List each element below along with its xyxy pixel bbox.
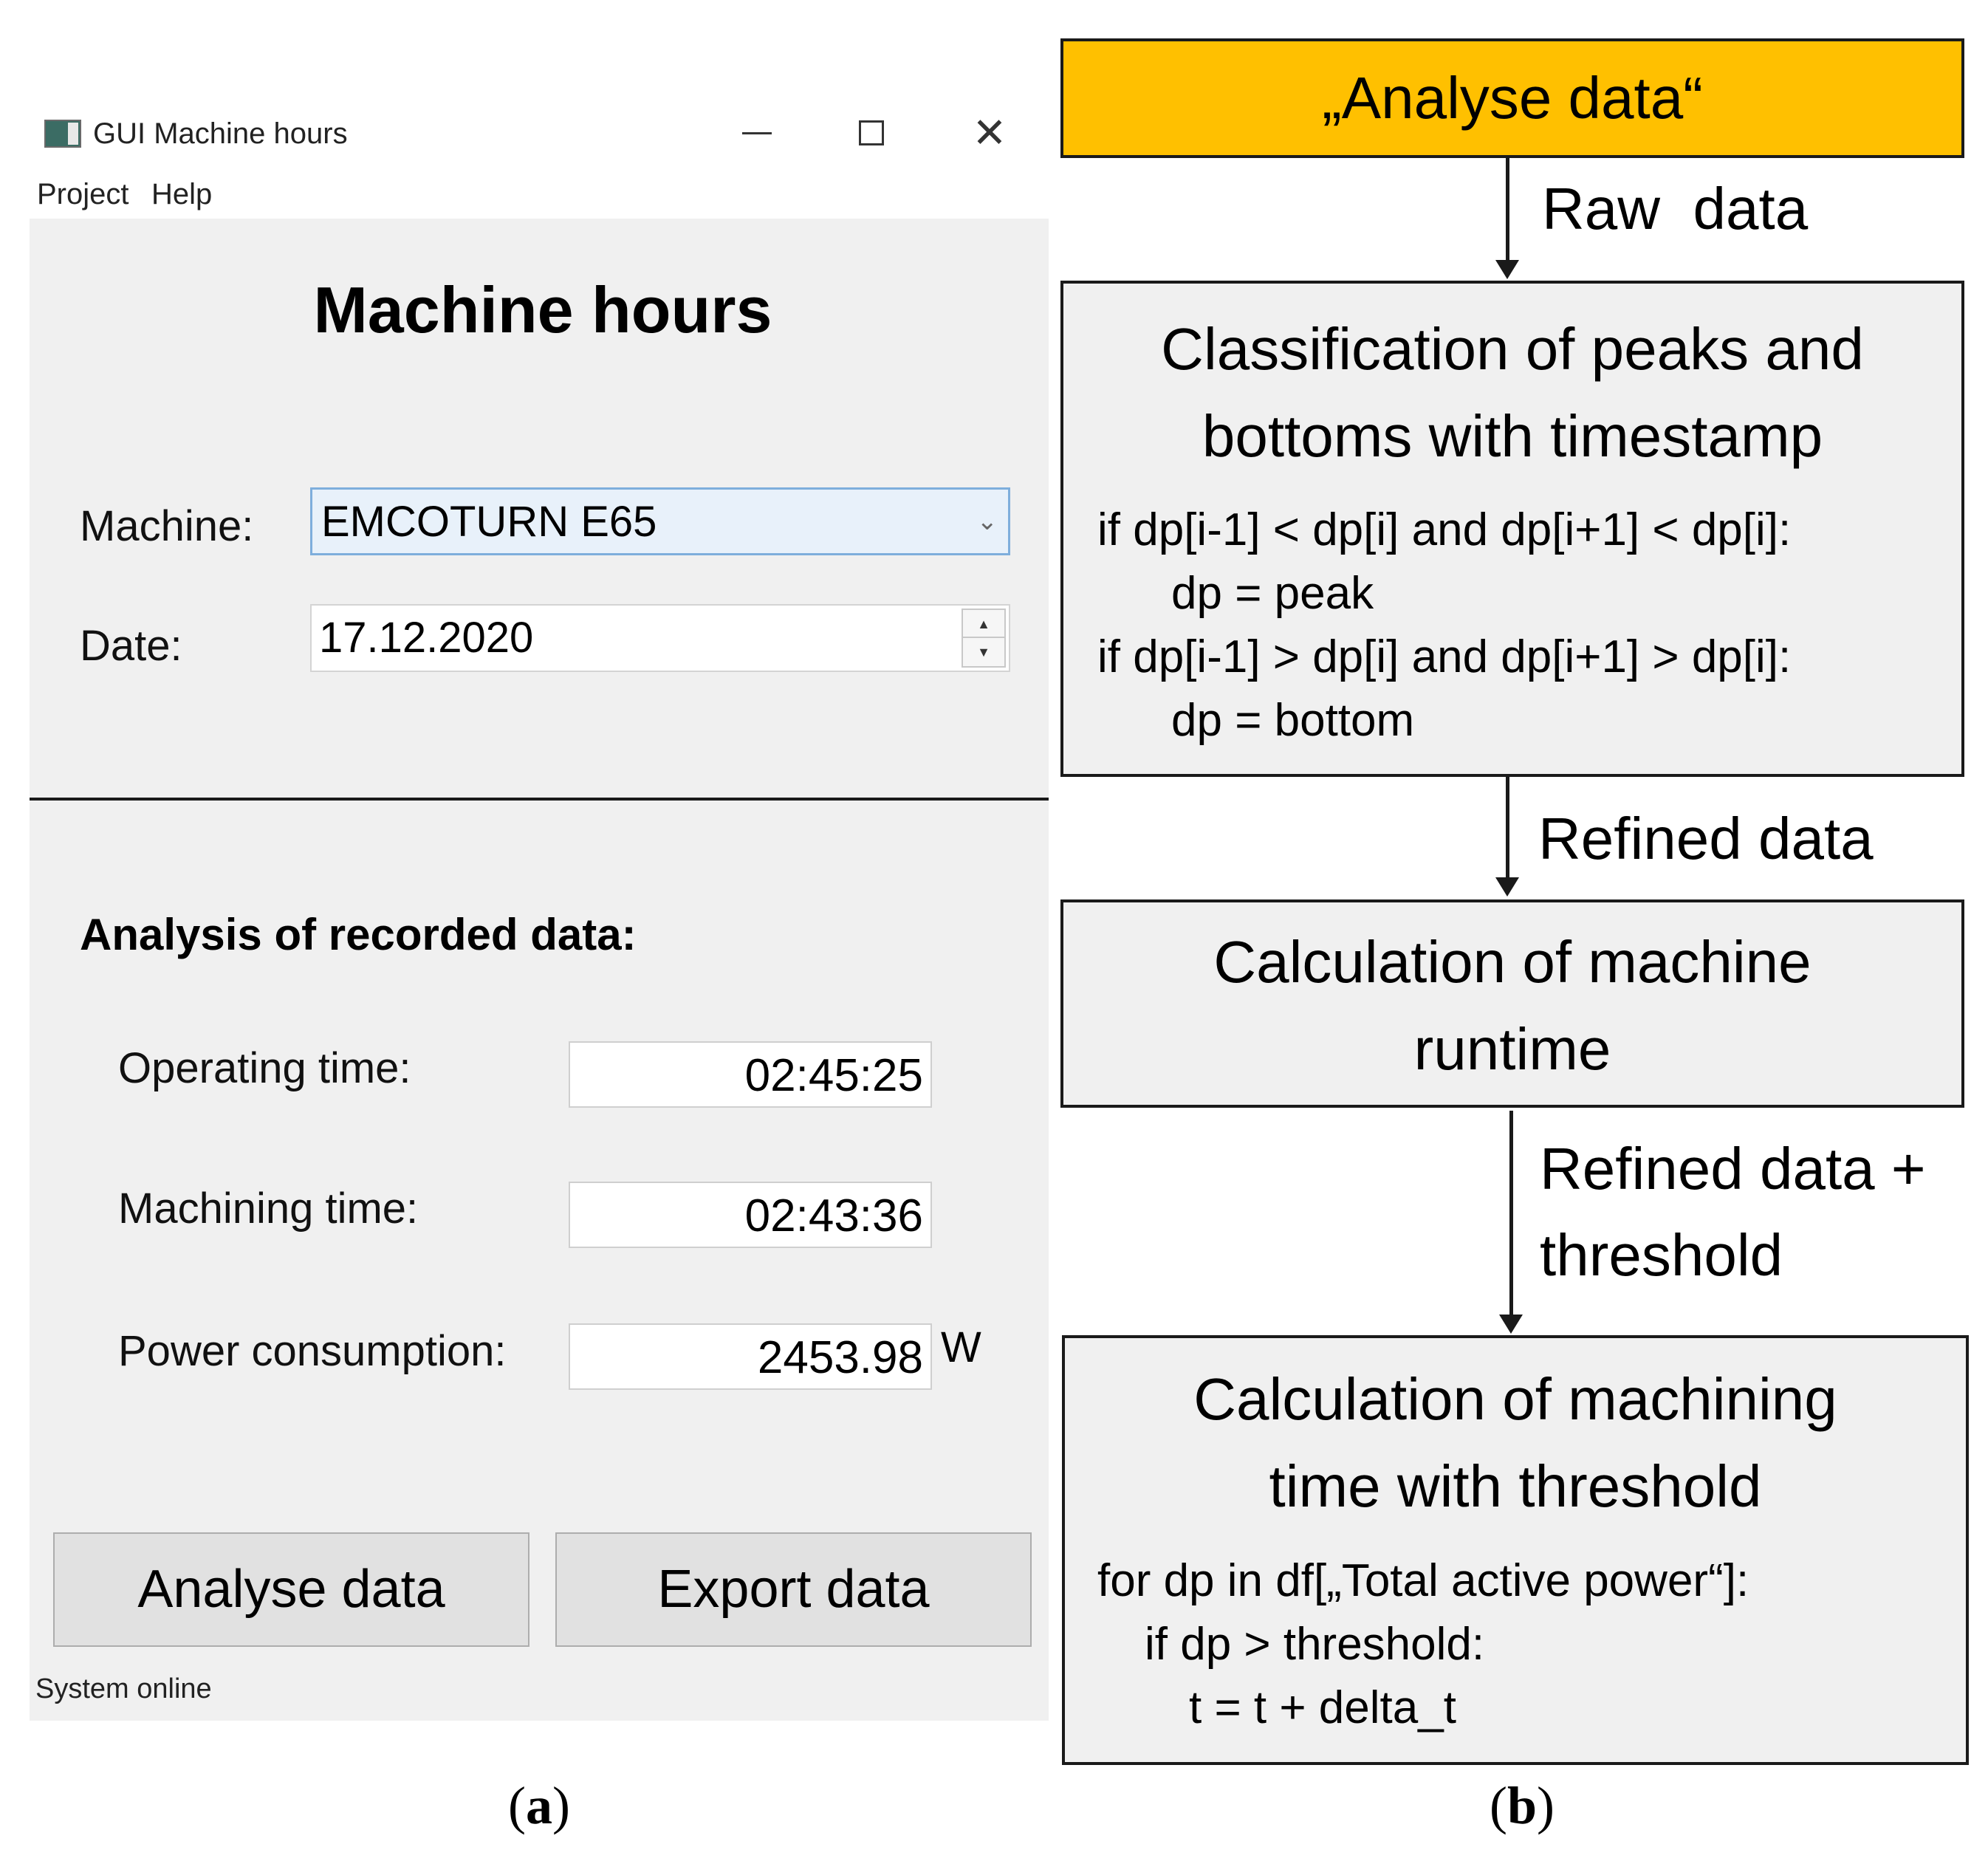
flow-arrow-2 [1506,777,1509,879]
power-consumption-field[interactable]: 2453.98 [569,1323,932,1390]
chevron-down-icon: ⌄ [976,507,998,535]
spin-up-icon[interactable]: ▲ [963,610,1004,638]
caption-a-letter: a [526,1776,552,1835]
machine-label: Machine: [80,502,254,550]
caption-b-letter: b [1507,1776,1538,1835]
flowchart-runtime-box [1060,899,1964,1108]
runtime-title-line-1: Calculation of machine [1213,929,1812,995]
analysis-heading: Analysis of recorded data: [80,910,637,959]
machining-code-line-2: if dp > threshold: [1145,1619,1485,1670]
flow-arrow-1 [1506,158,1509,261]
operating-time-label: Operating time: [118,1044,411,1092]
menu-item-project[interactable]: Project [37,178,129,210]
operating-time-field[interactable]: 02:45:25 [569,1041,932,1108]
power-consumption-label: Power consumption: [118,1327,507,1375]
date-label: Date: [80,622,182,670]
machining-time-label: Machining time: [118,1185,419,1233]
date-spin-buttons [962,609,1006,668]
arrow-head-icon [1495,877,1519,897]
maximize-button[interactable] [842,103,901,162]
window-title: GUI Machine hours [93,117,348,150]
date-field[interactable] [310,604,1010,672]
caption-b [1056,1776,1988,1835]
flowchart-classification-box [1060,281,1964,777]
spin-down-icon[interactable]: ▼ [977,645,990,659]
machine-select[interactable] [310,487,1010,555]
machining-title-line-2: time with threshold [1269,1453,1762,1519]
title-bar [30,96,1049,170]
flowchart-start-label: „Analyse data“ [1322,65,1703,131]
classification-code-line-3: if dp[i-1] > dp[i] and dp[i+1] > dp[i]: [1097,631,1792,682]
classification-code-line-1: if dp[i-1] < dp[i] and dp[i+1] < dp[i]: [1097,504,1792,555]
edge-label-raw-data: Raw data [1542,176,1809,241]
menu-item-help[interactable]: Help [151,178,213,210]
status-bar-text: System online [35,1673,212,1704]
date-value: 17.12.2020 [319,614,534,662]
flowchart-start-box [1060,38,1964,158]
power-unit: W [941,1323,981,1371]
classification-title-line-2: bottoms with timestamp [1202,403,1823,469]
page-title: Machine hours [313,273,772,346]
caption-a-close: ) [552,1776,570,1835]
caption-a [0,1776,1078,1835]
export-data-button[interactable]: Export data [555,1532,1032,1647]
machining-title-line-1: Calculation of machining [1193,1366,1837,1432]
classification-code-line-2: dp = peak [1171,568,1374,619]
analyse-data-button[interactable]: Analyse data [53,1532,529,1647]
menu-bar [30,170,1049,219]
machining-code-line-1: for dp in df[„Total active power“]: [1097,1555,1749,1606]
minimize-icon [742,132,772,134]
edge-label-refined-data: Refined data [1538,806,1874,871]
maximize-icon [859,120,884,145]
close-icon: ✕ [972,109,1007,157]
caption-a-open: ( [508,1776,526,1835]
app-icon [44,120,81,148]
app-window [30,96,1049,1721]
flow-arrow-3 [1509,1111,1513,1316]
divider [30,798,1049,801]
close-button[interactable] [960,103,1019,162]
minimize-button[interactable] [727,103,786,162]
flowchart-machining-box [1062,1335,1969,1765]
caption-b-close: ) [1537,1776,1555,1835]
machining-time-field[interactable]: 02:43:36 [569,1182,932,1248]
arrow-head-icon [1495,260,1519,279]
machine-select-value: EMCOTURN E65 [321,498,657,546]
arrow-head-icon [1499,1315,1523,1334]
runtime-title-line-2: runtime [1413,1016,1611,1082]
machining-code-line-3: t = t + delta_t [1189,1682,1456,1733]
classification-title-line-1: Classification of peaks and [1161,316,1864,382]
edge-label-refined-threshold-line-2: threshold [1540,1222,1783,1288]
edge-label-refined-threshold-line-1: Refined data + [1540,1136,1926,1202]
caption-b-open: ( [1489,1776,1507,1835]
classification-code-line-4: dp = bottom [1171,695,1415,746]
